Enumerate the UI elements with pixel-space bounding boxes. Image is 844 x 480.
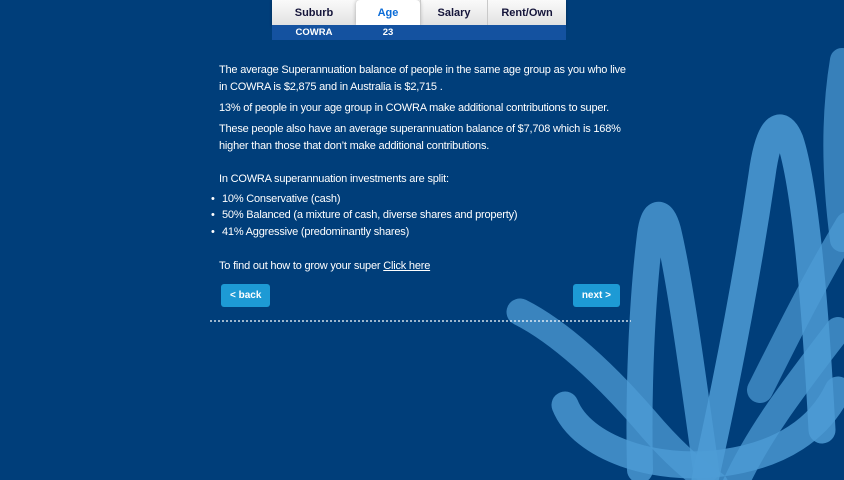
investment-split-list: [210, 191, 631, 240]
tab-age[interactable]: Age: [356, 0, 420, 25]
dotted-divider: [210, 320, 631, 322]
contributors-balance-text: These people also have an average superannuation balance of $7,708 which is 168% higher than those that don’t make additional contributions.: [219, 123, 621, 152]
tab-suburb[interactable]: Suburb: [294, 6, 334, 19]
results-panel: [210, 62, 631, 322]
next-button[interactable]: next >: [573, 284, 620, 307]
selected-suburb-value: COWRA: [295, 27, 333, 38]
split-item-conservative: • 10% Conservative (cash): [210, 191, 631, 207]
tab-rent-own[interactable]: Rent/Own: [487, 0, 566, 25]
investment-split-intro: In COWRA superannuation investments are split:: [219, 173, 449, 185]
split-item-aggressive: • 41% Aggressive (predominantly shares): [210, 224, 631, 240]
grow-super-text: To find out how to grow your super: [219, 259, 381, 272]
navigation-buttons: [210, 284, 631, 307]
back-button[interactable]: < back: [221, 284, 270, 307]
selected-age-value: 23: [382, 27, 394, 38]
tab-salary[interactable]: Salary: [420, 0, 487, 25]
grow-super-line: [219, 258, 631, 275]
average-balance-text: The average Superannuation balance of people in the same age group as you who live in COWRA is $2,875 and in Australia is $2,715 .: [219, 64, 626, 93]
selected-values-row: [272, 25, 566, 40]
category-tabbar: [272, 0, 566, 25]
grow-super-link[interactable]: Click here: [383, 259, 431, 272]
contributions-percent-text: 13% of people in your age group in COWRA make additional contributions to super.: [219, 102, 610, 114]
split-item-balanced: • 50% Balanced (a mixture of cash, diverse shares and property): [210, 207, 631, 223]
